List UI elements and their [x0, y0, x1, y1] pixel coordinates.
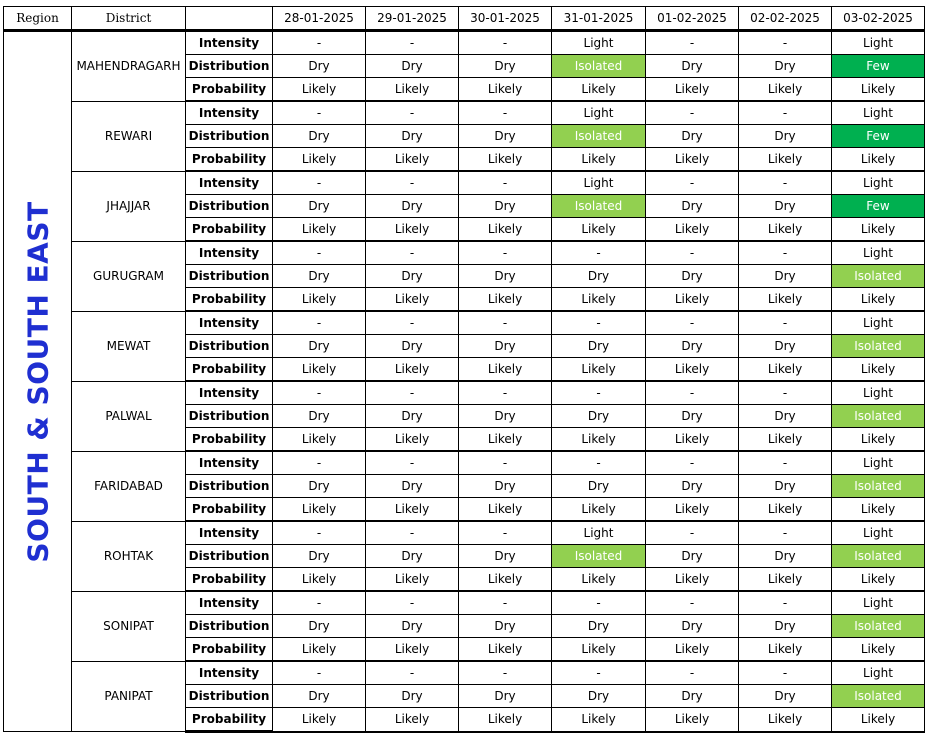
- intensity-cell: -: [459, 171, 552, 195]
- probability-cell: Likely: [832, 358, 925, 382]
- probability-cell: Likely: [273, 218, 366, 242]
- intensity-cell: Light: [832, 451, 925, 475]
- distribution-cell: Dry: [459, 545, 552, 568]
- probability-cell: Likely: [366, 288, 459, 312]
- parameter-label: Distribution: [186, 545, 273, 568]
- intensity-cell: -: [739, 661, 832, 685]
- probability-cell: Likely: [739, 358, 832, 382]
- distribution-cell: Dry: [552, 265, 646, 288]
- distribution-cell: Dry: [739, 405, 832, 428]
- distribution-cell: Dry: [646, 475, 739, 498]
- distribution-cell: Dry: [273, 125, 366, 148]
- intensity-cell: Light: [832, 171, 925, 195]
- distribution-cell: Dry: [273, 265, 366, 288]
- intensity-cell: -: [366, 171, 459, 195]
- distribution-cell: Dry: [739, 685, 832, 708]
- distribution-cell: Dry: [366, 545, 459, 568]
- intensity-cell: -: [646, 311, 739, 335]
- probability-cell: Likely: [646, 638, 739, 662]
- distribution-cell: Dry: [552, 335, 646, 358]
- table-row: [4, 591, 925, 615]
- probability-cell: Likely: [273, 148, 366, 172]
- distribution-cell: Dry: [646, 265, 739, 288]
- distribution-cell: Dry: [552, 685, 646, 708]
- distribution-cell: Dry: [366, 405, 459, 428]
- parameter-label: Probability: [186, 498, 273, 522]
- probability-cell: Likely: [739, 498, 832, 522]
- probability-cell: Likely: [646, 78, 739, 102]
- parameter-label: Distribution: [186, 265, 273, 288]
- parameter-label: Intensity: [186, 661, 273, 685]
- intensity-cell: -: [273, 101, 366, 125]
- date-header: 28-01-2025: [273, 7, 366, 31]
- intensity-cell: -: [459, 31, 552, 55]
- distribution-cell: Dry: [739, 125, 832, 148]
- probability-cell: Likely: [273, 358, 366, 382]
- district-header: District: [72, 7, 186, 31]
- probability-cell: Likely: [366, 78, 459, 102]
- intensity-cell: Light: [552, 171, 646, 195]
- intensity-cell: -: [739, 101, 832, 125]
- intensity-cell: -: [739, 241, 832, 265]
- probability-cell: Likely: [459, 148, 552, 172]
- region-name: SOUTH & SOUTH EAST: [21, 200, 54, 563]
- distribution-cell: Dry: [273, 685, 366, 708]
- intensity-cell: Light: [552, 521, 646, 545]
- district-name: REWARI: [72, 101, 186, 171]
- date-header: 29-01-2025: [366, 7, 459, 31]
- parameter-header: [186, 7, 273, 31]
- distribution-cell: Dry: [459, 475, 552, 498]
- district-name: JHAJJAR: [72, 171, 186, 241]
- intensity-cell: -: [552, 451, 646, 475]
- probability-cell: Likely: [459, 708, 552, 732]
- distribution-cell: Dry: [459, 195, 552, 218]
- distribution-cell: Dry: [459, 55, 552, 78]
- distribution-cell: Isolated: [552, 545, 646, 568]
- probability-cell: Likely: [552, 218, 646, 242]
- probability-cell: Likely: [273, 708, 366, 732]
- probability-cell: Likely: [739, 568, 832, 592]
- parameter-label: Probability: [186, 288, 273, 312]
- probability-cell: Likely: [832, 708, 925, 732]
- table-row: [4, 171, 925, 195]
- probability-cell: Likely: [832, 78, 925, 102]
- district-name: PANIPAT: [72, 661, 186, 732]
- probability-cell: Likely: [459, 288, 552, 312]
- intensity-cell: -: [552, 381, 646, 405]
- district-name: GURUGRAM: [72, 241, 186, 311]
- probability-cell: Likely: [273, 288, 366, 312]
- probability-cell: Likely: [832, 288, 925, 312]
- distribution-cell: Dry: [273, 55, 366, 78]
- probability-cell: Likely: [366, 358, 459, 382]
- parameter-label: Probability: [186, 428, 273, 452]
- distribution-cell: Dry: [552, 405, 646, 428]
- parameter-label: Distribution: [186, 615, 273, 638]
- probability-cell: Likely: [552, 428, 646, 452]
- parameter-label: Probability: [186, 148, 273, 172]
- probability-cell: Likely: [646, 358, 739, 382]
- parameter-label: Probability: [186, 218, 273, 242]
- parameter-label: Intensity: [186, 381, 273, 405]
- intensity-cell: -: [366, 311, 459, 335]
- probability-cell: Likely: [459, 568, 552, 592]
- intensity-cell: -: [739, 381, 832, 405]
- intensity-cell: -: [273, 521, 366, 545]
- distribution-cell: Dry: [646, 195, 739, 218]
- probability-cell: Likely: [552, 78, 646, 102]
- distribution-cell: Dry: [366, 125, 459, 148]
- parameter-label: Intensity: [186, 241, 273, 265]
- distribution-cell: Dry: [646, 615, 739, 638]
- probability-cell: Likely: [459, 498, 552, 522]
- probability-cell: Likely: [739, 218, 832, 242]
- probability-cell: Likely: [459, 638, 552, 662]
- table-row: [4, 311, 925, 335]
- distribution-cell: Dry: [739, 195, 832, 218]
- distribution-cell: Dry: [646, 405, 739, 428]
- distribution-cell: Dry: [273, 615, 366, 638]
- distribution-cell: Dry: [646, 685, 739, 708]
- date-header: 30-01-2025: [459, 7, 552, 31]
- intensity-cell: -: [646, 31, 739, 55]
- region-cell: [4, 31, 72, 732]
- probability-cell: Likely: [273, 428, 366, 452]
- intensity-cell: -: [273, 171, 366, 195]
- distribution-cell: Dry: [459, 335, 552, 358]
- intensity-cell: -: [273, 381, 366, 405]
- distribution-cell: Isolated: [832, 615, 925, 638]
- parameter-label: Distribution: [186, 195, 273, 218]
- probability-cell: Likely: [366, 148, 459, 172]
- probability-cell: Likely: [459, 428, 552, 452]
- intensity-cell: -: [273, 31, 366, 55]
- probability-cell: Likely: [646, 498, 739, 522]
- intensity-cell: -: [646, 661, 739, 685]
- forecast-body: [4, 31, 925, 732]
- distribution-cell: Dry: [739, 615, 832, 638]
- forecast-table: [3, 6, 925, 733]
- probability-cell: Likely: [739, 288, 832, 312]
- distribution-cell: Few: [832, 55, 925, 78]
- intensity-cell: -: [273, 311, 366, 335]
- parameter-label: Intensity: [186, 311, 273, 335]
- intensity-cell: -: [459, 101, 552, 125]
- parameter-label: Intensity: [186, 171, 273, 195]
- distribution-cell: Dry: [366, 475, 459, 498]
- distribution-cell: Dry: [459, 685, 552, 708]
- distribution-cell: Dry: [273, 405, 366, 428]
- parameter-label: Probability: [186, 568, 273, 592]
- probability-cell: Likely: [646, 568, 739, 592]
- district-name: PALWAL: [72, 381, 186, 451]
- distribution-cell: Dry: [646, 125, 739, 148]
- probability-cell: Likely: [832, 428, 925, 452]
- intensity-cell: Light: [832, 241, 925, 265]
- intensity-cell: -: [366, 451, 459, 475]
- probability-cell: Likely: [552, 498, 646, 522]
- table-row: [4, 451, 925, 475]
- intensity-cell: -: [646, 451, 739, 475]
- distribution-cell: Isolated: [832, 265, 925, 288]
- probability-cell: Likely: [646, 148, 739, 172]
- table-row: [4, 241, 925, 265]
- parameter-label: Distribution: [186, 125, 273, 148]
- intensity-cell: -: [646, 521, 739, 545]
- parameter-label: Intensity: [186, 31, 273, 55]
- parameter-label: Probability: [186, 638, 273, 662]
- table-row: [4, 381, 925, 405]
- probability-cell: Likely: [273, 78, 366, 102]
- probability-cell: Likely: [366, 638, 459, 662]
- probability-cell: Likely: [459, 78, 552, 102]
- district-name: MEWAT: [72, 311, 186, 381]
- parameter-label: Distribution: [186, 405, 273, 428]
- probability-cell: Likely: [552, 148, 646, 172]
- distribution-cell: Isolated: [832, 335, 925, 358]
- header-row: [4, 7, 925, 31]
- distribution-cell: Dry: [739, 265, 832, 288]
- intensity-cell: -: [366, 381, 459, 405]
- intensity-cell: Light: [832, 31, 925, 55]
- intensity-cell: -: [646, 381, 739, 405]
- distribution-cell: Dry: [459, 265, 552, 288]
- parameter-label: Probability: [186, 358, 273, 382]
- intensity-cell: -: [366, 521, 459, 545]
- date-header: 03-02-2025: [832, 7, 925, 31]
- probability-cell: Likely: [366, 708, 459, 732]
- intensity-cell: Light: [832, 101, 925, 125]
- parameter-label: Intensity: [186, 451, 273, 475]
- table-row: [4, 521, 925, 545]
- parameter-label: Intensity: [186, 591, 273, 615]
- parameter-label: Intensity: [186, 521, 273, 545]
- intensity-cell: -: [552, 311, 646, 335]
- distribution-cell: Isolated: [832, 405, 925, 428]
- distribution-cell: Dry: [646, 55, 739, 78]
- probability-cell: Likely: [646, 428, 739, 452]
- intensity-cell: -: [273, 591, 366, 615]
- intensity-cell: -: [459, 521, 552, 545]
- probability-cell: Likely: [459, 358, 552, 382]
- distribution-cell: Dry: [366, 55, 459, 78]
- probability-cell: Likely: [832, 218, 925, 242]
- distribution-cell: Dry: [646, 545, 739, 568]
- parameter-label: Distribution: [186, 685, 273, 708]
- date-header: 01-02-2025: [646, 7, 739, 31]
- parameter-label: Intensity: [186, 101, 273, 125]
- date-header: 02-02-2025: [739, 7, 832, 31]
- intensity-cell: -: [739, 31, 832, 55]
- intensity-cell: -: [739, 521, 832, 545]
- intensity-cell: -: [552, 661, 646, 685]
- intensity-cell: -: [646, 241, 739, 265]
- intensity-cell: Light: [832, 591, 925, 615]
- table-row: [4, 31, 925, 55]
- parameter-label: Probability: [186, 78, 273, 102]
- intensity-cell: -: [459, 661, 552, 685]
- intensity-cell: Light: [832, 661, 925, 685]
- probability-cell: Likely: [366, 218, 459, 242]
- intensity-cell: -: [273, 451, 366, 475]
- distribution-cell: Dry: [459, 405, 552, 428]
- distribution-cell: Isolated: [832, 545, 925, 568]
- probability-cell: Likely: [739, 148, 832, 172]
- probability-cell: Likely: [273, 638, 366, 662]
- intensity-cell: -: [273, 241, 366, 265]
- date-header: 31-01-2025: [552, 7, 646, 31]
- distribution-cell: Dry: [739, 55, 832, 78]
- probability-cell: Likely: [739, 78, 832, 102]
- distribution-cell: Dry: [273, 195, 366, 218]
- intensity-cell: -: [646, 591, 739, 615]
- probability-cell: Likely: [552, 568, 646, 592]
- distribution-cell: Dry: [739, 335, 832, 358]
- intensity-cell: Light: [832, 381, 925, 405]
- probability-cell: Likely: [366, 568, 459, 592]
- probability-cell: Likely: [366, 498, 459, 522]
- intensity-cell: -: [459, 381, 552, 405]
- intensity-cell: -: [459, 241, 552, 265]
- intensity-cell: -: [366, 241, 459, 265]
- intensity-cell: -: [552, 241, 646, 265]
- intensity-cell: Light: [832, 311, 925, 335]
- distribution-cell: Dry: [739, 545, 832, 568]
- district-name: FARIDABAD: [72, 451, 186, 521]
- intensity-cell: -: [739, 591, 832, 615]
- intensity-cell: -: [366, 591, 459, 615]
- distribution-cell: Dry: [366, 195, 459, 218]
- parameter-label: Distribution: [186, 335, 273, 358]
- probability-cell: Likely: [366, 428, 459, 452]
- parameter-label: Probability: [186, 708, 273, 732]
- intensity-cell: -: [739, 171, 832, 195]
- probability-cell: Likely: [646, 218, 739, 242]
- distribution-cell: Isolated: [552, 195, 646, 218]
- distribution-cell: Isolated: [552, 125, 646, 148]
- district-name: ROHTAK: [72, 521, 186, 591]
- intensity-cell: -: [646, 171, 739, 195]
- distribution-cell: Isolated: [832, 685, 925, 708]
- distribution-cell: Dry: [273, 545, 366, 568]
- distribution-cell: Dry: [552, 475, 646, 498]
- distribution-cell: Dry: [273, 335, 366, 358]
- intensity-cell: -: [739, 451, 832, 475]
- distribution-cell: Isolated: [832, 475, 925, 498]
- intensity-cell: Light: [832, 521, 925, 545]
- parameter-label: Distribution: [186, 55, 273, 78]
- district-name: MAHENDRAGARH: [72, 31, 186, 102]
- probability-cell: Likely: [739, 708, 832, 732]
- distribution-cell: Isolated: [552, 55, 646, 78]
- table-row: [4, 101, 925, 125]
- intensity-cell: Light: [552, 31, 646, 55]
- distribution-cell: Dry: [366, 615, 459, 638]
- probability-cell: Likely: [273, 498, 366, 522]
- table-row: [4, 661, 925, 685]
- probability-cell: Likely: [552, 638, 646, 662]
- probability-cell: Likely: [832, 638, 925, 662]
- intensity-cell: -: [459, 451, 552, 475]
- probability-cell: Likely: [552, 708, 646, 732]
- region-header: Region: [4, 7, 72, 31]
- intensity-cell: -: [366, 661, 459, 685]
- district-name: SONIPAT: [72, 591, 186, 661]
- distribution-cell: Dry: [552, 615, 646, 638]
- intensity-cell: -: [459, 591, 552, 615]
- intensity-cell: -: [646, 101, 739, 125]
- probability-cell: Likely: [832, 498, 925, 522]
- intensity-cell: -: [273, 661, 366, 685]
- distribution-cell: Dry: [366, 265, 459, 288]
- probability-cell: Likely: [459, 218, 552, 242]
- distribution-cell: Few: [832, 195, 925, 218]
- intensity-cell: -: [366, 101, 459, 125]
- intensity-cell: -: [366, 31, 459, 55]
- distribution-cell: Dry: [366, 335, 459, 358]
- probability-cell: Likely: [646, 288, 739, 312]
- distribution-cell: Dry: [739, 475, 832, 498]
- distribution-cell: Few: [832, 125, 925, 148]
- probability-cell: Likely: [739, 638, 832, 662]
- probability-cell: Likely: [646, 708, 739, 732]
- intensity-cell: -: [739, 311, 832, 335]
- probability-cell: Likely: [273, 568, 366, 592]
- distribution-cell: Dry: [366, 685, 459, 708]
- probability-cell: Likely: [552, 288, 646, 312]
- distribution-cell: Dry: [459, 615, 552, 638]
- probability-cell: Likely: [832, 568, 925, 592]
- probability-cell: Likely: [739, 428, 832, 452]
- probability-cell: Likely: [552, 358, 646, 382]
- distribution-cell: Dry: [273, 475, 366, 498]
- probability-cell: Likely: [832, 148, 925, 172]
- intensity-cell: -: [459, 311, 552, 335]
- distribution-cell: Dry: [459, 125, 552, 148]
- parameter-label: Distribution: [186, 475, 273, 498]
- distribution-cell: Dry: [646, 335, 739, 358]
- intensity-cell: Light: [552, 101, 646, 125]
- intensity-cell: -: [552, 591, 646, 615]
